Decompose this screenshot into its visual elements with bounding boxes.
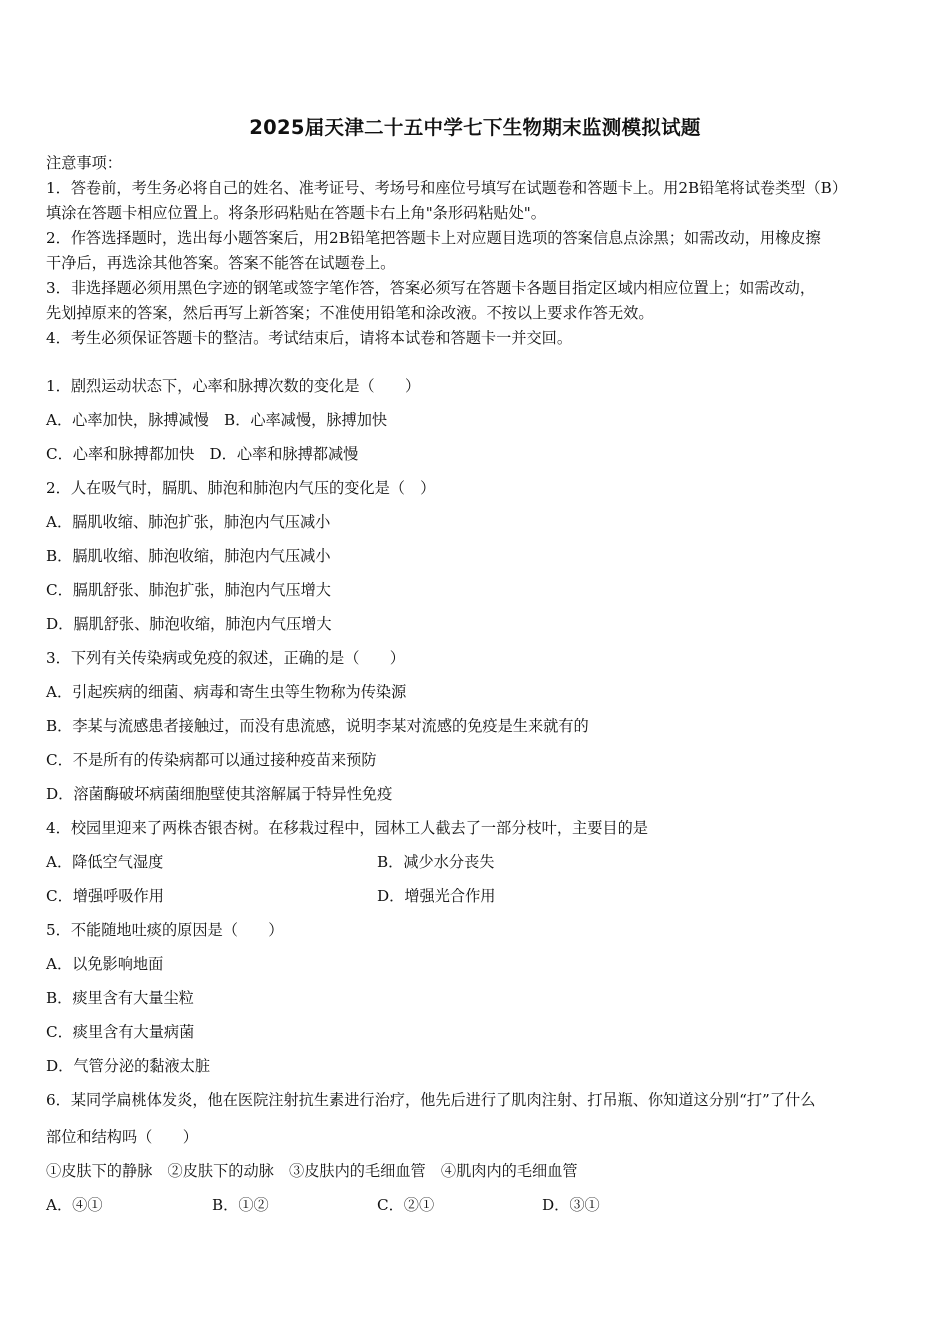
option-row: C．心率和脉搏都加快 D．心率和脉搏都减慢	[46, 445, 359, 463]
option-d: D．溶菌酶破坏病菌细胞壁使其溶解属于特异性免疫	[46, 785, 393, 803]
option-c: C．痰里含有大量病菌	[46, 1023, 195, 1041]
instructions-heading: 注意事项：	[46, 154, 122, 172]
instruction-line: 2．作答选择题时，选出每小题答案后，用2B铅笔把答题卡上对应题目选项的答案信息点涂黑；如需改动，用橡皮擦	[46, 229, 821, 247]
choice-items: ①皮肤下的静脉 ②皮肤下的动脉 ③皮肤内的毛细血管 ④肌肉内的毛细血管	[46, 1162, 578, 1180]
instruction-line: 先划掉原来的答案，然后再写上新答案；不准使用铅笔和涂改液。不按以上要求作答无效。	[46, 304, 654, 322]
option-d: D．气管分泌的黏液太脏	[46, 1057, 211, 1075]
option-c: C．膈肌舒张、肺泡扩张，肺泡内气压增大	[46, 581, 331, 599]
question-stem-continued: 部位和结构吗（ ）	[46, 1128, 198, 1146]
option-b: B．李某与流感患者接触过，而没有患流感，说明李某对流感的免疫是生来就有的	[46, 717, 589, 735]
question-stem: 4．校园里迎来了两株杏银杏树。在移栽过程中，园林工人截去了一部分枝叶，主要目的是	[46, 819, 648, 837]
instruction-line: 3．非选择题必须用黑色字迹的钢笔或签字笔作答，答案必须写在答题卡各题目指定区域内相应位置上；如需改动，	[46, 279, 816, 297]
question-stem: 2．人在吸气时，膈肌、肺泡和肺泡内气压的变化是（ ）	[46, 479, 436, 497]
option-c: C．增强呼吸作用	[46, 887, 164, 905]
option-a: A．④①	[46, 1196, 103, 1214]
option-b: B．减少水分丧失	[377, 853, 495, 871]
option-b: B．痰里含有大量尘粒	[46, 989, 194, 1007]
option-b: B．①②	[212, 1196, 269, 1214]
question-stem: 3．下列有关传染病或免疫的叙述，正确的是（ ）	[46, 649, 405, 667]
question-stem: 6．某同学扁桃体发炎，他在医院注射抗生素进行治疗，他先后进行了肌肉注射、打吊瓶、你知道这分别“打”了什么	[46, 1091, 816, 1109]
instruction-line: 1．答卷前，考生务必将自己的姓名、准考证号、考场号和座位号填写在试题卷和答题卡上。用2B铅笔将试卷类型（B）	[46, 179, 848, 197]
page-title: 2025届天津二十五中学七下生物期末监测模拟试题	[249, 116, 701, 139]
option-a: A．降低空气湿度	[46, 853, 164, 871]
option-a: A．膈肌收缩、肺泡扩张，肺泡内气压减小	[46, 513, 331, 531]
question-stem: 5．不能随地吐痰的原因是（ ）	[46, 921, 284, 939]
option-c: C．②①	[377, 1196, 435, 1214]
instruction-line: 4．考生必须保证答题卡的整洁。考试结束后，请将本试卷和答题卡一并交回。	[46, 329, 573, 347]
option-row: A．心率加快，脉搏减慢 B．心率减慢，脉搏加快	[46, 411, 388, 429]
option-d: D．膈肌舒张、肺泡收缩，肺泡内气压增大	[46, 615, 332, 633]
option-d: D．③①	[542, 1196, 600, 1214]
option-c: C．不是所有的传染病都可以通过接种疫苗来预防	[46, 751, 377, 769]
instruction-line: 干净后，再选涂其他答案。答案不能答在试题卷上。	[46, 254, 396, 272]
question-stem: 1．剧烈运动状态下，心率和脉搏次数的变化是（ ）	[46, 377, 421, 395]
option-b: B．膈肌收缩、肺泡收缩，肺泡内气压减小	[46, 547, 331, 565]
option-a: A．以免影响地面	[46, 955, 164, 973]
instruction-line: 填涂在答题卡相应位置上。将条形码粘贴在答题卡右上角"条形码粘贴处"。	[46, 204, 546, 222]
option-d: D．增强光合作用	[377, 887, 496, 905]
option-a: A．引起疾病的细菌、病毒和寄生虫等生物称为传染源	[46, 683, 407, 701]
